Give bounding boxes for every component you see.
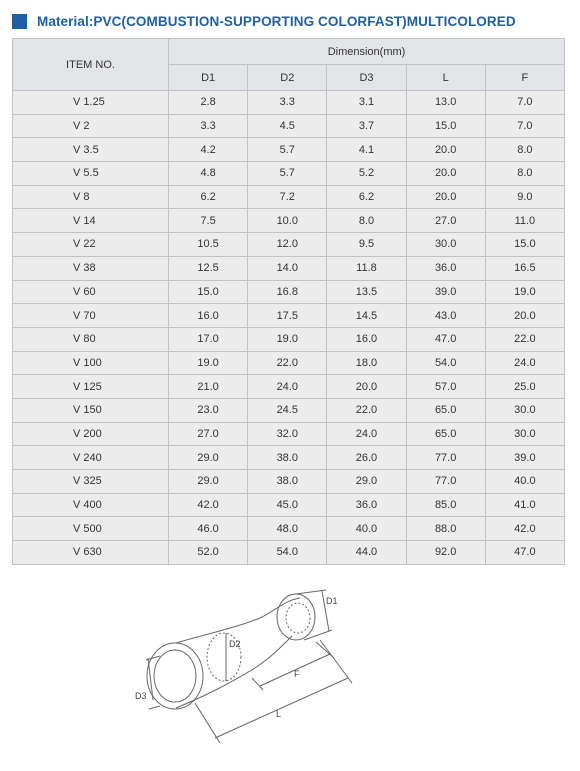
dimension-cell-d1: 17.0 — [169, 327, 248, 351]
item-number-cell: V 1.25 — [13, 91, 169, 115]
back-opening — [277, 594, 315, 640]
item-number-cell: V 325 — [13, 470, 169, 494]
dimension-cell-d3: 20.0 — [327, 375, 406, 399]
item-number-cell: V 60 — [13, 280, 169, 304]
dimension-cell-l: 43.0 — [406, 304, 485, 328]
blue-square-icon — [12, 14, 27, 29]
dimension-cell-l: 77.0 — [406, 470, 485, 494]
label-d2: D2 — [229, 639, 241, 649]
dimension-cell-l: 20.0 — [406, 138, 485, 162]
front-opening-inner — [154, 650, 196, 702]
dimension-cell-d1: 2.8 — [169, 91, 248, 115]
dimension-cell-d3: 22.0 — [327, 398, 406, 422]
dimension-cell-l: 27.0 — [406, 209, 485, 233]
column-header-d3: D3 — [327, 65, 406, 91]
dimension-cell-f: 9.0 — [485, 185, 564, 209]
table-row — [13, 327, 565, 351]
dimension-cell-l: 85.0 — [406, 493, 485, 517]
label-d1: D1 — [326, 596, 338, 606]
dimension-cell-f: 7.0 — [485, 91, 564, 115]
item-number-cell: V 80 — [13, 327, 169, 351]
table-row — [13, 446, 565, 470]
dimension-cell-d3: 18.0 — [327, 351, 406, 375]
table-row — [13, 91, 565, 115]
dimension-cell-l: 65.0 — [406, 398, 485, 422]
dimension-cell-f: 40.0 — [485, 470, 564, 494]
dimension-cell-d1: 19.0 — [169, 351, 248, 375]
item-number-cell: V 125 — [13, 375, 169, 399]
dimension-cell-f: 20.0 — [485, 304, 564, 328]
item-number-cell: V 150 — [13, 398, 169, 422]
dimension-cell-f: 8.0 — [485, 162, 564, 186]
dimension-cell-d2: 7.2 — [248, 185, 327, 209]
dimension-cell-f: 42.0 — [485, 517, 564, 541]
dimension-cell-d2: 5.7 — [248, 138, 327, 162]
dimension-cell-d1: 42.0 — [169, 493, 248, 517]
dimension-cell-d1: 7.5 — [169, 209, 248, 233]
section-header — [12, 12, 516, 30]
dimension-cell-d3: 6.2 — [327, 185, 406, 209]
terminal-diagram — [120, 578, 360, 758]
item-number-cell: V 100 — [13, 351, 169, 375]
material-title: Material:PVC(COMBUSTION-SUPPORTING COLORFAST)MULTICOLORED — [37, 13, 516, 29]
dimension-cell-l: 77.0 — [406, 446, 485, 470]
item-number-cell: V 5.5 — [13, 162, 169, 186]
dimension-cell-d3: 36.0 — [327, 493, 406, 517]
dimension-cell-f: 15.0 — [485, 233, 564, 257]
dimension-cell-d2: 10.0 — [248, 209, 327, 233]
dimension-cell-l: 20.0 — [406, 185, 485, 209]
dimension-cell-d2: 32.0 — [248, 422, 327, 446]
dimension-cell-d3: 4.1 — [327, 138, 406, 162]
item-number-cell: V 22 — [13, 233, 169, 257]
dimension-cell-d2: 14.0 — [248, 256, 327, 280]
dimension-cell-f: 41.0 — [485, 493, 564, 517]
item-number-cell: V 3.5 — [13, 138, 169, 162]
dimension-cell-f: 25.0 — [485, 375, 564, 399]
dimension-cell-f: 22.0 — [485, 327, 564, 351]
dimension-cell-d1: 15.0 — [169, 280, 248, 304]
dimension-cell-d3: 13.5 — [327, 280, 406, 304]
table-row — [13, 162, 565, 186]
dimension-cell-d2: 45.0 — [248, 493, 327, 517]
dimension-cell-d3: 3.1 — [327, 91, 406, 115]
table-row — [13, 280, 565, 304]
dimension-cell-l: 39.0 — [406, 280, 485, 304]
label-f: F — [294, 669, 300, 679]
dimension-cell-l: 92.0 — [406, 541, 485, 565]
table-row — [13, 114, 565, 138]
dimension-cell-f: 7.0 — [485, 114, 564, 138]
item-number-cell: V 500 — [13, 517, 169, 541]
label-l: L — [276, 709, 282, 719]
item-number-cell: V 8 — [13, 185, 169, 209]
label-d3: D3 — [135, 691, 147, 701]
table-row — [13, 185, 565, 209]
table-row — [13, 375, 565, 399]
dimension-cell-l: 47.0 — [406, 327, 485, 351]
dimension-cell-d1: 4.2 — [169, 138, 248, 162]
front-opening-outer — [147, 643, 203, 709]
item-number-cell: V 630 — [13, 541, 169, 565]
dimension-cell-d3: 40.0 — [327, 517, 406, 541]
table-row — [13, 138, 565, 162]
dimension-cell-d3: 5.2 — [327, 162, 406, 186]
dimension-cell-l: 65.0 — [406, 422, 485, 446]
body-top-edge — [176, 598, 300, 643]
dimension-cell-d1: 23.0 — [169, 398, 248, 422]
dimension-cell-d3: 44.0 — [327, 541, 406, 565]
table-row — [13, 517, 565, 541]
table-row — [13, 422, 565, 446]
back-opening-inner — [286, 603, 310, 633]
dimension-cell-d3: 3.7 — [327, 114, 406, 138]
table-row — [13, 493, 565, 517]
dimension-cell-d1: 29.0 — [169, 446, 248, 470]
table-row — [13, 351, 565, 375]
table-row — [13, 541, 565, 565]
dimension-cell-f: 47.0 — [485, 541, 564, 565]
dimension-cell-l: 20.0 — [406, 162, 485, 186]
dimension-cell-d1: 12.5 — [169, 256, 248, 280]
dimension-cell-l: 54.0 — [406, 351, 485, 375]
dimension-cell-d1: 16.0 — [169, 304, 248, 328]
dimension-cell-f: 30.0 — [485, 398, 564, 422]
dimension-cell-d3: 26.0 — [327, 446, 406, 470]
dimension-cell-d3: 11.8 — [327, 256, 406, 280]
dimension-cell-d2: 3.3 — [248, 91, 327, 115]
dimension-cell-l: 88.0 — [406, 517, 485, 541]
table-row — [13, 209, 565, 233]
dimension-cell-d2: 22.0 — [248, 351, 327, 375]
dimension-cell-d2: 17.5 — [248, 304, 327, 328]
dimension-cell-d3: 16.0 — [327, 327, 406, 351]
dimension-cell-l: 15.0 — [406, 114, 485, 138]
dimension-cell-l: 13.0 — [406, 91, 485, 115]
dimension-cell-d2: 19.0 — [248, 327, 327, 351]
item-number-cell: V 240 — [13, 446, 169, 470]
dimension-cell-d3: 24.0 — [327, 422, 406, 446]
dimension-cell-d1: 52.0 — [169, 541, 248, 565]
dimension-cell-d2: 24.5 — [248, 398, 327, 422]
item-number-cell: V 400 — [13, 493, 169, 517]
item-number-cell: V 2 — [13, 114, 169, 138]
dimension-cell-d2: 5.7 — [248, 162, 327, 186]
table-row — [13, 304, 565, 328]
dimension-cell-d1: 46.0 — [169, 517, 248, 541]
dimension-cell-d2: 54.0 — [248, 541, 327, 565]
dimension-cell-l: 57.0 — [406, 375, 485, 399]
column-header-d1: D1 — [169, 65, 248, 91]
dimension-group-header: Dimension(mm) — [169, 39, 565, 65]
dimension-cell-d3: 29.0 — [327, 470, 406, 494]
table-row — [13, 256, 565, 280]
dimension-cell-d1: 27.0 — [169, 422, 248, 446]
column-header-f: F — [485, 65, 564, 91]
dimension-cell-f: 30.0 — [485, 422, 564, 446]
dimension-cell-d2: 4.5 — [248, 114, 327, 138]
table-row — [13, 470, 565, 494]
dimension-cell-d2: 16.8 — [248, 280, 327, 304]
dimension-cell-d3: 9.5 — [327, 233, 406, 257]
dimension-cell-f: 8.0 — [485, 138, 564, 162]
dimension-cell-d2: 48.0 — [248, 517, 327, 541]
item-number-cell: V 200 — [13, 422, 169, 446]
dimension-cell-d1: 21.0 — [169, 375, 248, 399]
item-no-header: ITEM NO. — [13, 39, 169, 91]
item-number-cell: V 38 — [13, 256, 169, 280]
dimension-cell-d2: 38.0 — [248, 470, 327, 494]
dimension-cell-d1: 6.2 — [169, 185, 248, 209]
dimension-cell-d2: 24.0 — [248, 375, 327, 399]
dimension-cell-d1: 10.5 — [169, 233, 248, 257]
dimension-cell-d1: 4.8 — [169, 162, 248, 186]
dimension-cell-l: 30.0 — [406, 233, 485, 257]
item-number-cell: V 70 — [13, 304, 169, 328]
dimension-cell-d2: 38.0 — [248, 446, 327, 470]
dimension-cell-f: 16.5 — [485, 256, 564, 280]
dimension-table — [12, 38, 565, 565]
dimension-cell-d1: 29.0 — [169, 470, 248, 494]
column-header-l: L — [406, 65, 485, 91]
dimension-cell-d3: 8.0 — [327, 209, 406, 233]
dimension-cell-d1: 3.3 — [169, 114, 248, 138]
dimension-cell-f: 11.0 — [485, 209, 564, 233]
dimension-cell-l: 36.0 — [406, 256, 485, 280]
table-row — [13, 233, 565, 257]
dimension-cell-d3: 14.5 — [327, 304, 406, 328]
dimension-cell-f: 39.0 — [485, 446, 564, 470]
dimension-cell-f: 24.0 — [485, 351, 564, 375]
dimension-cell-d2: 12.0 — [248, 233, 327, 257]
item-number-cell: V 14 — [13, 209, 169, 233]
table-row — [13, 398, 565, 422]
dimension-cell-f: 19.0 — [485, 280, 564, 304]
column-header-d2: D2 — [248, 65, 327, 91]
